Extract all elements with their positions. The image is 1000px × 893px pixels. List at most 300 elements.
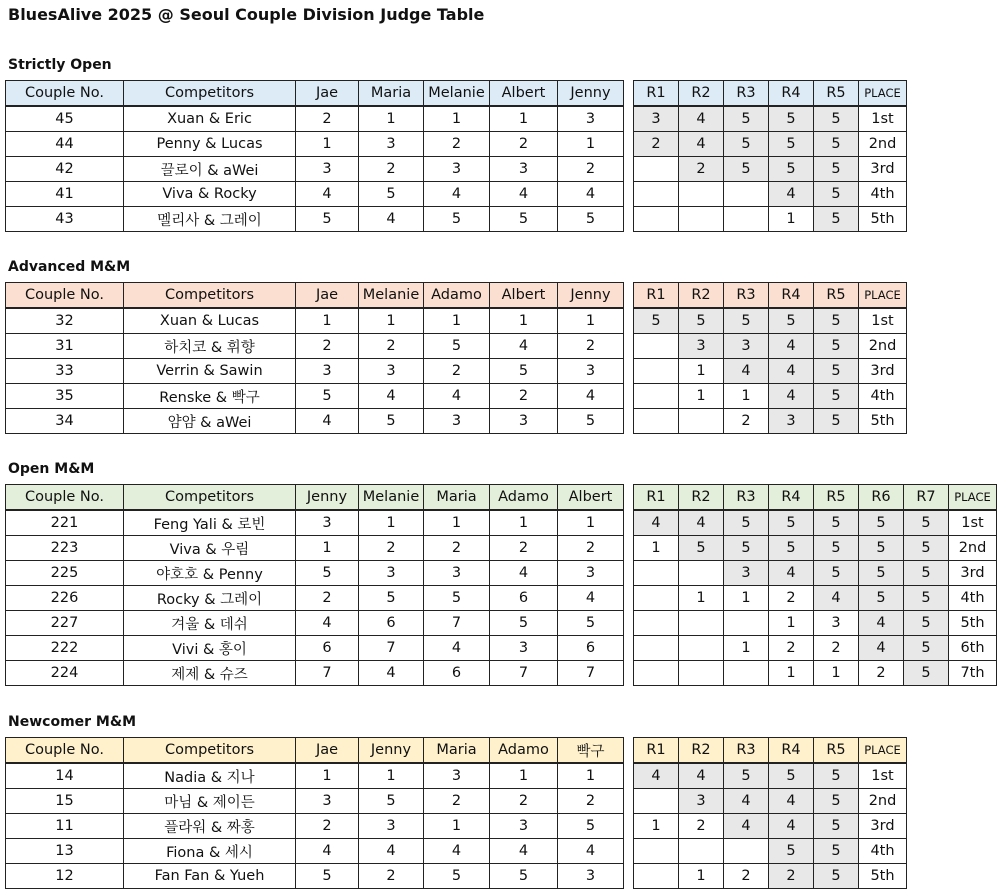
judge-score: 1 — [424, 814, 490, 839]
round-count: 3 — [724, 334, 769, 359]
column-header: Competitors — [124, 485, 296, 511]
place-cell: 4th — [859, 839, 907, 864]
round-count: 5 — [679, 308, 724, 334]
round-count: 5 — [769, 510, 814, 536]
competitors-cell: 끌로이 & aWei — [124, 157, 296, 182]
judge-score: 5 — [296, 207, 359, 232]
round-count — [634, 334, 679, 359]
judge-score: 3 — [424, 561, 490, 586]
judge-score: 4 — [296, 839, 359, 864]
section-title: Advanced M&M — [8, 259, 131, 275]
round-count: 5 — [814, 207, 859, 232]
competitors-cell: Viva & Rocky — [124, 182, 296, 207]
couple-number: 42 — [6, 157, 124, 182]
round-count: 5 — [904, 536, 949, 561]
judge-score: 4 — [490, 334, 558, 359]
competitors-cell: Xuan & Lucas — [124, 308, 296, 334]
round-header: R4 — [769, 738, 814, 764]
judge-score: 3 — [296, 157, 359, 182]
competitors-cell: Rocky & 그레이 — [124, 586, 296, 611]
round-count: 2 — [724, 864, 769, 889]
round-count — [679, 839, 724, 864]
place-cell: 2nd — [859, 334, 907, 359]
column-header: Jenny — [359, 738, 424, 764]
competitors-cell: Viva & 우림 — [124, 536, 296, 561]
judge-score: 1 — [296, 308, 359, 334]
round-count: 2 — [859, 661, 904, 686]
competitors-cell: Fan Fan & Yueh — [124, 864, 296, 889]
column-header: Maria — [424, 485, 490, 511]
judge-score: 1 — [296, 132, 359, 157]
table-row — [6, 561, 624, 586]
round-count: 4 — [769, 814, 814, 839]
table-row — [6, 157, 624, 182]
column-header: Maria — [424, 738, 490, 764]
round-count: 5 — [814, 864, 859, 889]
round-count: 5 — [904, 661, 949, 686]
round-count: 1 — [679, 864, 724, 889]
couple-number: 221 — [6, 510, 124, 536]
judge-score: 5 — [490, 359, 558, 384]
round-count — [679, 636, 724, 661]
place-cell: 3rd — [949, 561, 997, 586]
place-header: PLACE — [859, 283, 907, 309]
column-header: Couple No. — [6, 485, 124, 511]
round-count — [634, 561, 679, 586]
judge-score: 2 — [359, 157, 424, 182]
column-header: Jenny — [558, 283, 624, 309]
judge-score: 5 — [558, 207, 624, 232]
judge-score: 1 — [558, 132, 624, 157]
round-count: 4 — [769, 334, 814, 359]
couple-number: 31 — [6, 334, 124, 359]
place-cell: 5th — [859, 864, 907, 889]
round-count: 5 — [904, 636, 949, 661]
round-count: 4 — [724, 789, 769, 814]
table-row — [634, 814, 907, 839]
round-count: 5 — [814, 334, 859, 359]
judge-score: 4 — [558, 182, 624, 207]
judge-score: 1 — [424, 106, 490, 132]
section-title: Strictly Open — [8, 57, 112, 73]
competitors-cell: Fiona & 세시 — [124, 839, 296, 864]
place-cell: 4th — [859, 182, 907, 207]
judge-score: 1 — [558, 308, 624, 334]
round-count: 3 — [679, 334, 724, 359]
round-count: 2 — [769, 636, 814, 661]
judge-score: 7 — [424, 611, 490, 636]
judge-score: 4 — [296, 611, 359, 636]
judge-score: 1 — [424, 308, 490, 334]
column-header: Couple No. — [6, 738, 124, 764]
column-header: Maria — [359, 81, 424, 107]
round-count — [679, 661, 724, 686]
judge-score: 1 — [359, 763, 424, 789]
judge-score: 2 — [296, 586, 359, 611]
table-row — [634, 409, 907, 434]
competitors-cell: 하치코 & 휘향 — [124, 334, 296, 359]
round-count: 4 — [814, 586, 859, 611]
competitors-cell: Renske & 빡구 — [124, 384, 296, 409]
table-row — [634, 106, 907, 132]
judge-score: 5 — [490, 207, 558, 232]
judge-score: 4 — [558, 839, 624, 864]
round-count — [679, 207, 724, 232]
round-count: 3 — [679, 789, 724, 814]
column-header: Adamo — [424, 283, 490, 309]
place-cell: 1st — [859, 763, 907, 789]
round-count: 1 — [769, 207, 814, 232]
round-count: 5 — [814, 409, 859, 434]
table-row — [6, 132, 624, 157]
round-count: 5 — [769, 536, 814, 561]
round-count: 4 — [859, 636, 904, 661]
round-count — [634, 182, 679, 207]
judge-score: 5 — [424, 586, 490, 611]
competitors-cell: Nadia & 지나 — [124, 763, 296, 789]
round-count — [724, 207, 769, 232]
round-count: 1 — [769, 611, 814, 636]
round-header: R1 — [634, 283, 679, 309]
competitors-cell: 플라워 & 짜홍 — [124, 814, 296, 839]
column-header: Melanie — [424, 81, 490, 107]
rounds-table — [633, 282, 907, 434]
rounds-header-row — [634, 283, 907, 309]
round-count: 1 — [724, 586, 769, 611]
round-count: 2 — [769, 864, 814, 889]
round-count: 4 — [724, 814, 769, 839]
judge-score: 1 — [359, 510, 424, 536]
table-row — [6, 839, 624, 864]
round-count: 5 — [769, 839, 814, 864]
table-row — [6, 182, 624, 207]
round-count: 2 — [679, 814, 724, 839]
table-row — [634, 510, 997, 536]
round-count: 5 — [904, 510, 949, 536]
round-count: 5 — [814, 789, 859, 814]
column-header: Couple No. — [6, 81, 124, 107]
column-header: Competitors — [124, 81, 296, 107]
judge-score: 3 — [359, 359, 424, 384]
round-header: R1 — [634, 485, 679, 511]
competitors-cell: Penny & Lucas — [124, 132, 296, 157]
round-header: R5 — [814, 283, 859, 309]
column-header: 빡구 — [558, 738, 624, 764]
column-header: Adamo — [490, 485, 558, 511]
couple-number: 34 — [6, 409, 124, 434]
table-row — [6, 106, 624, 132]
judge-score: 5 — [490, 611, 558, 636]
round-count — [679, 611, 724, 636]
place-cell: 4th — [859, 384, 907, 409]
place-cell: 1st — [859, 106, 907, 132]
round-count: 5 — [814, 106, 859, 132]
table-row — [634, 157, 907, 182]
place-header: PLACE — [859, 81, 907, 107]
judge-score: 3 — [296, 359, 359, 384]
round-count: 4 — [859, 611, 904, 636]
round-count: 4 — [769, 789, 814, 814]
round-count: 5 — [814, 536, 859, 561]
round-count: 5 — [724, 763, 769, 789]
round-count: 5 — [814, 308, 859, 334]
table-row — [6, 359, 624, 384]
competitors-cell: Verrin & Sawin — [124, 359, 296, 384]
rounds-table — [633, 484, 997, 686]
column-header: Albert — [490, 81, 558, 107]
round-count — [724, 661, 769, 686]
judge-score: 2 — [424, 132, 490, 157]
couple-number: 222 — [6, 636, 124, 661]
table-row — [6, 586, 624, 611]
table-row — [634, 384, 907, 409]
judge-score: 5 — [359, 789, 424, 814]
table-row — [6, 611, 624, 636]
judge-score: 5 — [424, 207, 490, 232]
round-count: 2 — [679, 157, 724, 182]
judge-score: 3 — [424, 763, 490, 789]
round-count: 5 — [724, 132, 769, 157]
round-count: 5 — [769, 157, 814, 182]
round-count — [634, 839, 679, 864]
round-count: 4 — [634, 510, 679, 536]
judge-score: 4 — [424, 384, 490, 409]
round-count — [634, 359, 679, 384]
table-row — [6, 334, 624, 359]
column-header: Competitors — [124, 738, 296, 764]
round-count: 3 — [634, 106, 679, 132]
couple-number: 11 — [6, 814, 124, 839]
round-count: 5 — [904, 611, 949, 636]
round-count: 5 — [814, 839, 859, 864]
round-count: 4 — [634, 763, 679, 789]
couple-number: 14 — [6, 763, 124, 789]
round-count — [679, 561, 724, 586]
round-count — [679, 409, 724, 434]
round-count — [634, 636, 679, 661]
place-cell: 5th — [859, 409, 907, 434]
place-cell: 1st — [949, 510, 997, 536]
round-count: 4 — [679, 510, 724, 536]
round-count — [634, 157, 679, 182]
table-row — [634, 132, 907, 157]
judge-score: 5 — [296, 384, 359, 409]
round-count: 4 — [679, 763, 724, 789]
place-cell: 1st — [859, 308, 907, 334]
table-row — [634, 334, 907, 359]
couple-number: 45 — [6, 106, 124, 132]
column-header: Jae — [296, 738, 359, 764]
table-row — [6, 536, 624, 561]
judge-score: 2 — [424, 359, 490, 384]
judge-score: 2 — [424, 536, 490, 561]
round-header: R3 — [724, 485, 769, 511]
judges-table — [5, 282, 624, 434]
judge-score: 4 — [424, 839, 490, 864]
competitors-cell: 멜리사 & 그레이 — [124, 207, 296, 232]
judge-score: 2 — [558, 536, 624, 561]
judge-score: 1 — [296, 536, 359, 561]
table-row — [634, 207, 907, 232]
round-count: 1 — [724, 384, 769, 409]
judge-score: 7 — [359, 636, 424, 661]
table-row — [634, 561, 997, 586]
judge-score: 1 — [558, 763, 624, 789]
round-count: 5 — [814, 359, 859, 384]
round-count: 5 — [679, 536, 724, 561]
column-header: Jae — [296, 81, 359, 107]
judge-score: 4 — [424, 636, 490, 661]
table-row — [6, 636, 624, 661]
judges-table — [5, 737, 624, 889]
round-header: R2 — [679, 81, 724, 107]
round-count: 1 — [679, 586, 724, 611]
round-count — [724, 611, 769, 636]
round-count — [634, 611, 679, 636]
couple-number: 35 — [6, 384, 124, 409]
table-row — [634, 661, 997, 686]
judge-score: 2 — [359, 334, 424, 359]
round-count: 5 — [634, 308, 679, 334]
judge-score: 2 — [490, 132, 558, 157]
judge-score: 4 — [558, 586, 624, 611]
competitors-cell: Feng Yali & 로빈 — [124, 510, 296, 536]
round-count: 4 — [724, 359, 769, 384]
table-row — [634, 636, 997, 661]
table-row — [634, 789, 907, 814]
place-cell: 6th — [949, 636, 997, 661]
round-header: R2 — [679, 738, 724, 764]
round-count: 5 — [814, 763, 859, 789]
judge-score: 1 — [296, 763, 359, 789]
round-count — [634, 384, 679, 409]
round-count — [724, 182, 769, 207]
judge-score: 3 — [558, 359, 624, 384]
round-count: 5 — [904, 586, 949, 611]
round-header: R1 — [634, 738, 679, 764]
round-count: 1 — [814, 661, 859, 686]
round-count: 5 — [814, 561, 859, 586]
section-title: Newcomer M&M — [8, 714, 136, 730]
round-count: 4 — [679, 132, 724, 157]
round-count: 2 — [724, 409, 769, 434]
column-header: Competitors — [124, 283, 296, 309]
judge-score: 1 — [490, 106, 558, 132]
judge-score: 4 — [359, 207, 424, 232]
column-header: Albert — [558, 485, 624, 511]
round-count — [679, 182, 724, 207]
rounds-table — [633, 80, 907, 232]
rounds-header-row — [634, 738, 907, 764]
round-header: R2 — [679, 485, 724, 511]
judge-score: 1 — [490, 308, 558, 334]
table-row — [634, 763, 907, 789]
place-cell: 3rd — [859, 814, 907, 839]
judge-score: 7 — [490, 661, 558, 686]
competitors-cell: 겨울 & 데쉬 — [124, 611, 296, 636]
round-count: 2 — [634, 132, 679, 157]
round-count — [634, 586, 679, 611]
round-header: R6 — [859, 485, 904, 511]
judge-score: 1 — [490, 763, 558, 789]
column-header: Adamo — [490, 738, 558, 764]
round-header: R3 — [724, 283, 769, 309]
place-cell: 4th — [949, 586, 997, 611]
judge-score: 1 — [359, 106, 424, 132]
judge-score: 2 — [558, 157, 624, 182]
rounds-table — [633, 737, 907, 889]
page-title: BluesAlive 2025 @ Seoul Couple Division Judge Table — [8, 5, 485, 24]
judge-score: 3 — [490, 157, 558, 182]
round-header: R1 — [634, 81, 679, 107]
judge-score: 1 — [490, 510, 558, 536]
table-row — [634, 308, 907, 334]
judge-score: 3 — [558, 864, 624, 889]
judge-score: 2 — [296, 334, 359, 359]
column-header: Couple No. — [6, 283, 124, 309]
round-count: 5 — [859, 561, 904, 586]
judge-score: 5 — [359, 409, 424, 434]
table-row — [634, 611, 997, 636]
round-count: 4 — [769, 359, 814, 384]
judge-score: 3 — [296, 789, 359, 814]
section-title: Open M&M — [8, 461, 95, 477]
couple-number: 227 — [6, 611, 124, 636]
table-row — [6, 661, 624, 686]
table-row — [6, 409, 624, 434]
round-header: R4 — [769, 485, 814, 511]
table-row — [634, 536, 997, 561]
judge-score: 4 — [359, 384, 424, 409]
round-count: 5 — [859, 536, 904, 561]
rounds-header-row — [634, 81, 907, 107]
round-header: R4 — [769, 283, 814, 309]
round-count — [634, 207, 679, 232]
place-cell: 2nd — [949, 536, 997, 561]
judges-header-row — [6, 283, 624, 309]
table-row — [634, 182, 907, 207]
competitors-cell: 얌얌 & aWei — [124, 409, 296, 434]
round-count: 5 — [814, 157, 859, 182]
judge-score: 3 — [558, 561, 624, 586]
judge-score: 3 — [424, 409, 490, 434]
judge-score: 5 — [490, 864, 558, 889]
round-count: 5 — [814, 510, 859, 536]
column-header: Albert — [490, 283, 558, 309]
judges-table — [5, 484, 624, 686]
judge-score: 5 — [359, 586, 424, 611]
round-count: 3 — [724, 561, 769, 586]
round-count: 5 — [769, 132, 814, 157]
round-count: 5 — [724, 510, 769, 536]
judge-score: 3 — [296, 510, 359, 536]
judge-score: 5 — [296, 561, 359, 586]
table-row — [6, 789, 624, 814]
round-count: 5 — [814, 182, 859, 207]
round-count: 2 — [769, 586, 814, 611]
competitors-cell: Vivi & 홍이 — [124, 636, 296, 661]
round-count: 1 — [634, 814, 679, 839]
couple-number: 33 — [6, 359, 124, 384]
judge-score: 2 — [296, 814, 359, 839]
judge-score: 4 — [490, 839, 558, 864]
judge-score: 1 — [424, 510, 490, 536]
judge-score: 7 — [296, 661, 359, 686]
judge-score: 4 — [424, 182, 490, 207]
judges-table — [5, 80, 624, 232]
round-count: 5 — [769, 106, 814, 132]
judges-header-row — [6, 485, 624, 511]
